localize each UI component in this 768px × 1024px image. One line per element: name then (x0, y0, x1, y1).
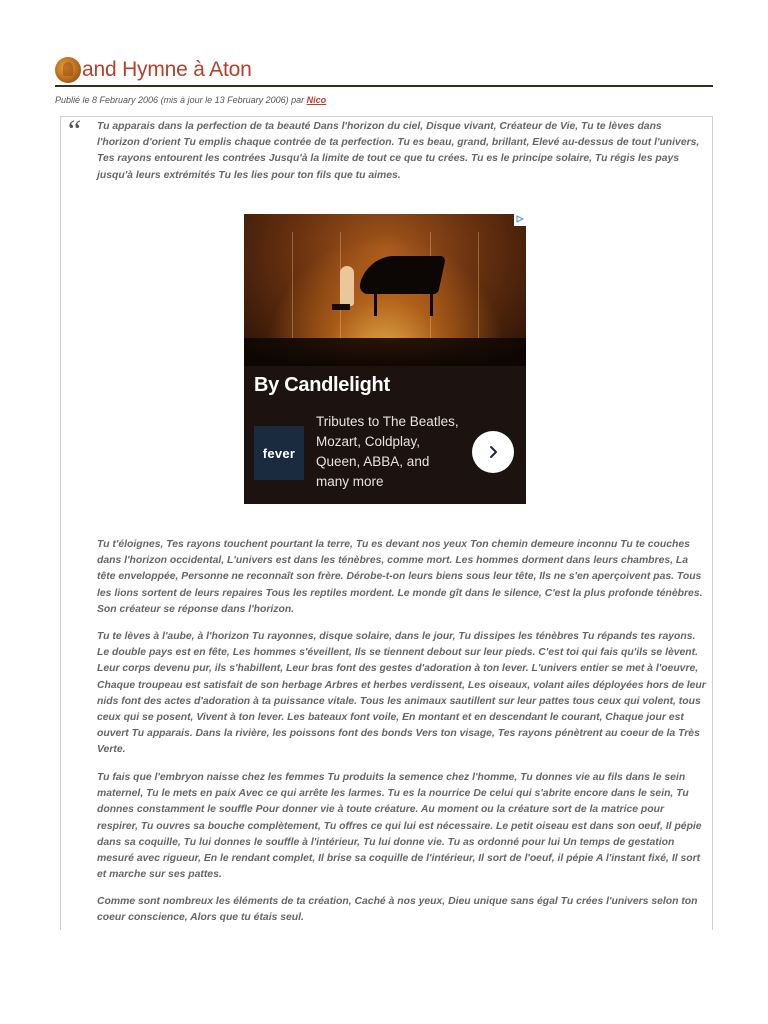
author-link[interactable]: Nico (306, 95, 327, 105)
publication-date-text: Publié le 8 February 2006 (mis à jour le 13 February 2006) par (55, 95, 305, 105)
ad-image-bench (332, 304, 350, 310)
quote-paragraph-2: Tu t'éloignes, Tes rayons touchent pourtant la terre, Tu es devant nos yeux Ton chemin demeure inconnu Tu te couches dans l'horizon occidental, L'univers est dans les ténèbres, comme mort. Les hommes dorment dans leurs chambres, La tête enveloppée, Personne ne reconnaît son frère. Dérobe-t-on leurs biens sous leur tête, Ils ne s'en aperçoivent pas. Tous les lions sortent de leurs repaires Tous les reptiles mordent. Le monde gît dans le silence, C'est la plus profonde ténèbres. Son créateur se réponse dans l'horizon. (97, 539, 703, 615)
ad-brand-logo[interactable]: fever (254, 426, 304, 480)
page-title[interactable]: and Hymne à Aton (82, 58, 252, 81)
ad-cta-button[interactable] (472, 431, 514, 473)
ad-image-pillar (292, 232, 293, 342)
quote-paragraph-1: Tu apparais dans la perfection de ta beauté Dans l'horizon du ciel, Disque vivant, Créateur de Vie, Tu te lèves dans l'horizon d'orient Tu emplis chaque contrée de ta perfection. Tu es beau, grand, brillant, Elevé au-dessus de tout l'univers, Tes rayons entourent les contrées Jusqu'à la limite de tout ce que tu crées. Tu es le principe solaire, Tu régis les pays jusqu'à leurs extrémités Tu les lies pour ton fils que tu aimes. (97, 121, 700, 181)
quote-paragraph-4: Tu fais que l'embryon naisse chez les femmes Tu produits la semence chez l'homme, Tu donnes vie au fils dans le sein maternel, Tu le mets en paix Avec ce qui arrête les larmes. Tu es la nourrice De celui qui s'abrite encore dans le sein, Tu donnes constamment le souffle Pour donner vie à toute créature. Au moment ou la créature sort de la matrice pour respirer, Tu ouvres sa bouche complètement, Tu offres ce qui lui est nécessaire. Le petit oiseau est dans son oeuf, Il pépie dans sa coquille, Tu lui donnes le souffle à l'intérieur, Tu lui donne vie. Tu as ordonné pour lui Un temps de gestation mesuré avec rigueur, En le rendant complet, Il brise sa coquille de l'intérieur, Il sort de l'oeuf, il pépie A l'instant fixé, Il sort et marche sur ses pattes. (97, 772, 702, 881)
ad-image-audience (244, 338, 526, 366)
title-divider (55, 85, 713, 87)
quote-paragraph-3: Tu te lèves à l'aube, à l'horizon Tu rayonnes, disque solaire, dans le jour, Tu dissipes les ténèbres Tu répands tes rayons. Le double pays est en fête, Les hommes s'éveillent, Ils se tiennent debout sur leur pieds. C'est toi qui fais qu'ils se lèvent. Leur corps devenu pur, ils s'habillent, Leur bras font des gestes d'adoration à ton lever. L'univers entier se met à l'oeuvre, Chaque troupeau est satisfait de son herbage Arbres et herbes verdissent, Les oiseaux, volant ailes déployées hors de leur nids font des actes d'adoration à ta puissance vitale. Tous les animaux sautillent sur leur pattes tous ceux qui volent, tous ceux qui se posent, Vivent à ton lever. Les bateaux font voile, En montant et en descendant le courant, Chaque jour est ouvert Tu apparais. Dans la rivière, les poissons font des bonds Vers ton visage, Tes rayons pénètrent au coeur de la Très Verte. (97, 631, 706, 756)
ad-image-pianist (340, 266, 354, 306)
advertisement[interactable] (244, 214, 526, 504)
adchoices-glyph (516, 215, 524, 223)
ad-image[interactable] (244, 214, 526, 366)
ad-description[interactable]: Tributes to The Beatles, Mozart, Coldplay, Queen, ABBA, and many more (316, 414, 459, 489)
title-row (55, 56, 713, 84)
ad-image-piano (358, 256, 446, 294)
quote-paragraph-5: Comme sont nombreux les éléments de ta création, Caché à nos yeux, Dieu unique sans égal Tu crées l'univers selon ton coeur conscience, Alors que tu étais seul. (97, 896, 698, 924)
ad-image-piano-leg (374, 290, 377, 316)
chevron-right-icon (485, 444, 501, 460)
publication-meta (55, 94, 713, 106)
article-header (55, 56, 713, 106)
ad-image-pillar (478, 232, 479, 342)
adchoices-icon[interactable] (514, 214, 526, 226)
quote-mark-icon: “ (65, 114, 82, 147)
ad-title[interactable]: By Candlelight (254, 374, 390, 396)
ad-image-piano-leg (430, 290, 433, 316)
site-logo-icon[interactable] (55, 57, 81, 83)
